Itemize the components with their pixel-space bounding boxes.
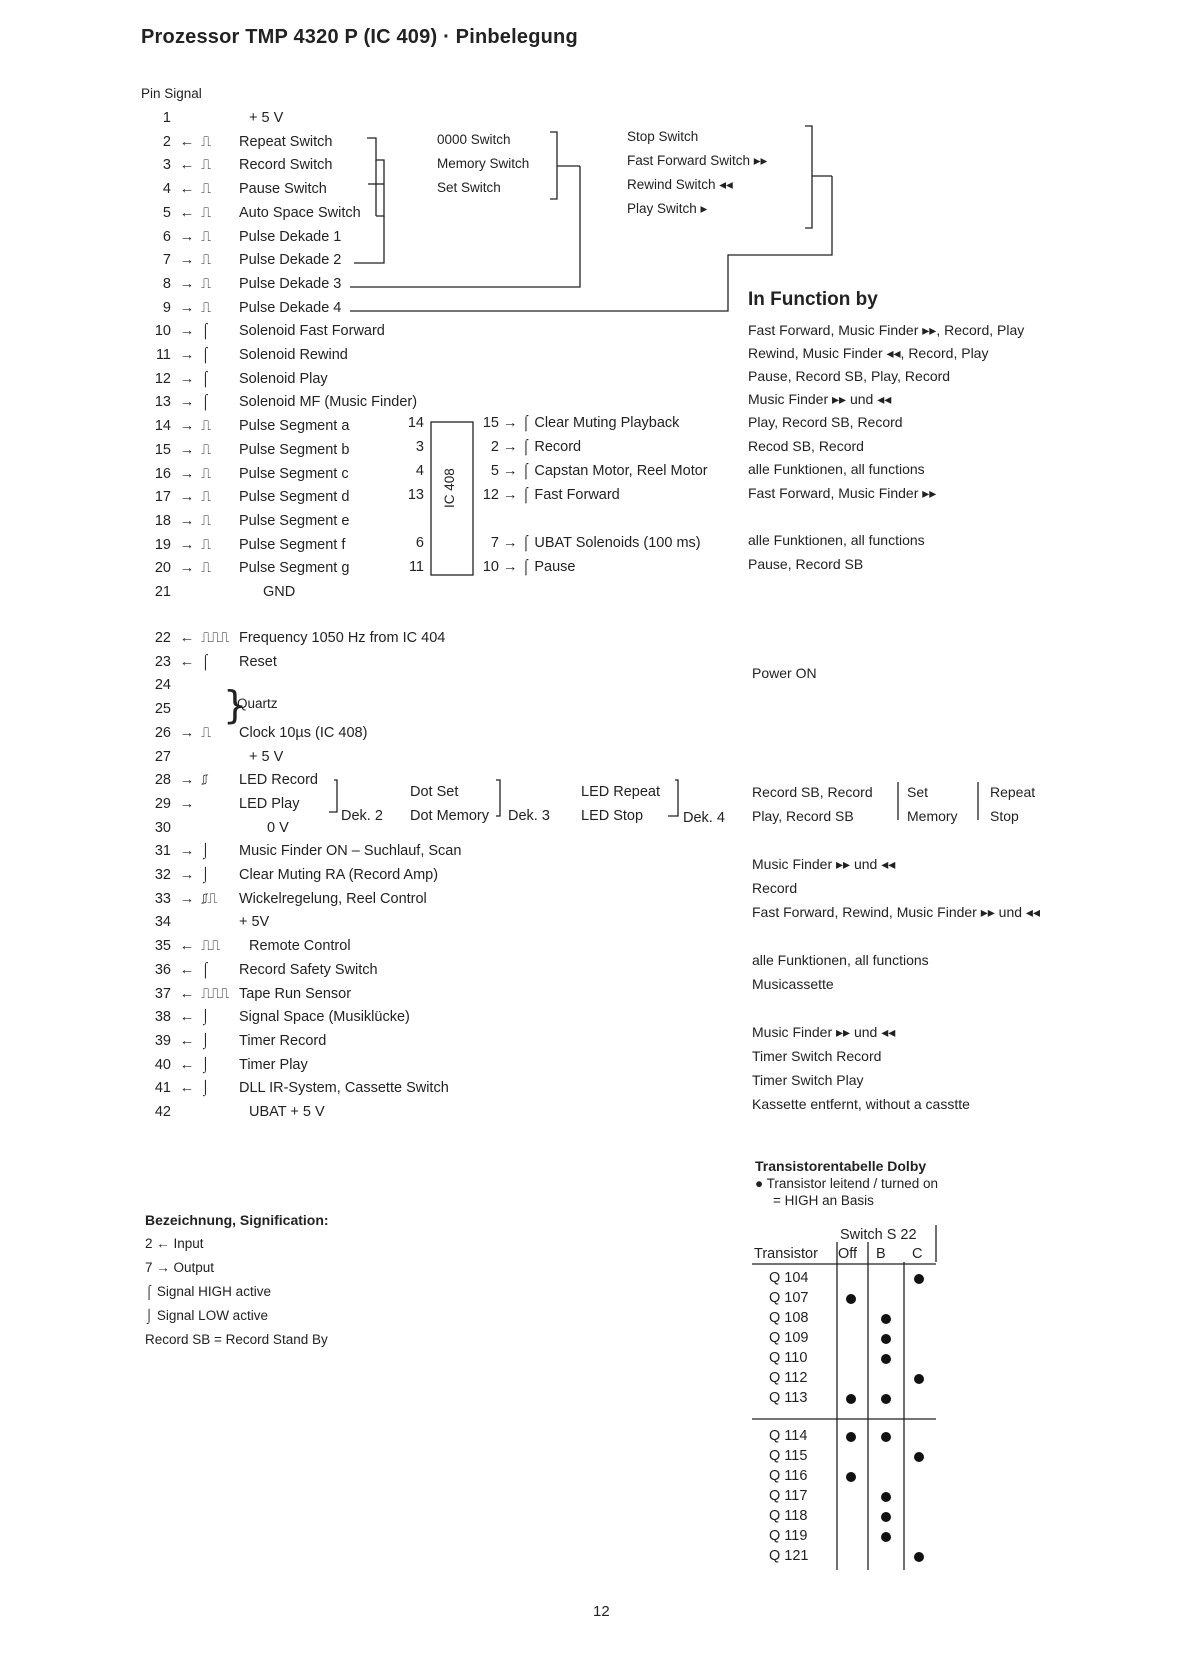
function-stop: Stop <box>990 808 1019 824</box>
pin-direction: ← <box>179 1080 195 1097</box>
function-41: Kassette entfernt, without a casstte <box>752 1096 970 1112</box>
pin-waveform: ⌡ <box>201 1032 209 1049</box>
pin-direction: → <box>179 795 195 812</box>
led-repeat: LED Repeat <box>581 784 660 800</box>
ic408-label: IC 408 <box>442 468 457 508</box>
switch-memory: Memory Switch <box>437 156 530 171</box>
transistor-id: Q 104 <box>769 1270 809 1286</box>
pin-signal: Tape Run Sensor <box>239 985 352 1002</box>
transistor-id: Q 108 <box>769 1310 809 1326</box>
pin-waveform: ⎎ <box>201 772 208 789</box>
function-33: Fast Forward, Rewind, Music Finder ▸▸ und ◂◂ <box>752 904 1040 920</box>
function-record-sb: Record SB, Record <box>752 784 873 800</box>
pin-signal: Timer Play <box>239 1056 308 1073</box>
function-item: Fast Forward, Music Finder ▸▸, Record, Play <box>748 322 1025 338</box>
transistor-note: ● Transistor leitend / turned on <box>755 1176 939 1191</box>
pin-direction: → <box>179 323 195 340</box>
ic408-output-signal: UBAT Solenoids (100 ms) <box>534 535 701 551</box>
pin-direction: ← <box>179 1009 195 1026</box>
pin-signal: Solenoid Play <box>239 370 328 387</box>
pin-number: 24 <box>154 677 171 694</box>
pin-direction: ← <box>179 204 195 221</box>
pin-direction: → <box>179 252 195 269</box>
col-transistor: Transistor <box>754 1246 818 1262</box>
pin-number: 22 <box>154 630 171 646</box>
pin-number: 26 <box>154 724 171 741</box>
legend-item: 2 ← Input <box>145 1236 204 1251</box>
pin-number: 39 <box>154 1032 171 1049</box>
pin-number: 8 <box>162 275 171 292</box>
ic408-pin: 13 <box>407 487 424 503</box>
pin-signal: 0 V <box>267 819 289 836</box>
function-39: Timer Switch Record <box>752 1048 882 1064</box>
pin-signal: Pulse Dekade 2 <box>239 252 342 269</box>
pin-number: 42 <box>154 1104 171 1120</box>
pin-number: 33 <box>154 890 171 907</box>
transistor-id: Q 113 <box>769 1390 808 1406</box>
in-function-title: In Function by <box>748 289 878 310</box>
pin-waveform: ⎍ <box>201 133 211 150</box>
function-item: Pause, Record SB, Play, Record <box>748 368 951 384</box>
quartz-label: Quartz <box>237 696 278 711</box>
pin-number: 23 <box>154 653 171 670</box>
pin-number: 1 <box>162 110 171 126</box>
pin-direction: → <box>179 299 195 316</box>
pin-signal: LED Play <box>239 795 300 812</box>
ic408-output-pin: 5 <box>490 463 499 479</box>
pin-signal: Wickelregelung, Reel Control <box>239 890 427 907</box>
pin-signal: Pulse Dekade 1 <box>239 228 342 245</box>
pin-direction: → <box>179 724 195 741</box>
col-off: Off <box>838 1246 858 1262</box>
pin-number: 2 <box>162 133 171 150</box>
pin-signal: Pulse Segment d <box>239 489 350 506</box>
led-dek3: Dek. 3 <box>508 808 550 824</box>
pin-signal: Pulse Dekade 3 <box>239 275 342 292</box>
pin-waveform: ⎍ <box>201 560 211 577</box>
ic408-pin: 4 <box>415 463 424 479</box>
pin-number: 12 <box>154 370 171 387</box>
pin-signal: LED Record <box>239 772 318 789</box>
ic408-pin: 11 <box>408 559 424 575</box>
function-memory: Memory <box>907 808 958 824</box>
pin-number: 32 <box>154 867 171 883</box>
pin-signal: Solenoid Rewind <box>239 347 348 363</box>
pin-waveform: ⎍⎍⎍ <box>201 630 229 646</box>
pin-direction: → <box>179 772 195 789</box>
function-35: alle Funktionen, all functions <box>752 952 929 968</box>
pin-number: 11 <box>155 347 171 363</box>
pin-waveform: ⎍ <box>201 299 211 316</box>
function-item: Rewind, Music Finder ◂◂, Record, Play <box>748 345 989 361</box>
transistor-id: Q 121 <box>769 1548 809 1564</box>
pin-direction: → <box>179 228 195 245</box>
pin-waveform: ⌠ <box>201 323 209 340</box>
function-item: alle Funktionen, all functions <box>748 461 925 477</box>
legend-item: 7 → Output <box>145 1260 215 1275</box>
pin-signal: Signal Space (Musiklücke) <box>239 1009 410 1026</box>
pin-direction: → <box>179 418 195 435</box>
pin-direction: ← <box>179 1056 195 1073</box>
pin-direction: → <box>179 275 195 292</box>
pin-signal: Pulse Segment b <box>239 441 350 458</box>
pin-signal: Frequency 1050 Hz from IC 404 <box>239 630 446 646</box>
pin-waveform: ⎍ <box>201 204 211 221</box>
pin-direction: → <box>179 867 195 883</box>
pin-waveform: ⌡ <box>201 843 209 860</box>
pin-waveform: ⌡ <box>201 867 209 883</box>
legend-item: ⌡ Signal LOW active <box>145 1308 268 1323</box>
pin-number: 5 <box>162 204 171 221</box>
legend-item: ⌠ Signal HIGH active <box>145 1284 271 1299</box>
pin-waveform: ⎍ <box>201 724 211 741</box>
function-item: Play, Record SB, Record <box>748 414 903 430</box>
ic408-output-pin: 10 <box>482 559 499 575</box>
pin-waveform: ⌡ <box>201 1056 209 1073</box>
pin-number: 29 <box>154 795 171 812</box>
pin-direction: → <box>179 890 195 907</box>
ic408-output-signal: Pause <box>534 559 576 575</box>
pin-direction: → <box>179 512 195 529</box>
switch-rewind: Rewind Switch ◂◂ <box>627 177 733 192</box>
pin-signal: Pulse Segment e <box>239 512 350 529</box>
pin-signal: Clock 10µs (IC 408) <box>239 724 368 741</box>
legend-item: Record SB = Record Stand By <box>145 1332 328 1347</box>
pin-direction: → <box>179 560 195 577</box>
pin-waveform: ⎍⎍⎍ <box>201 985 229 1002</box>
pin-waveform: ⎍⎍ <box>201 938 220 955</box>
pin-number: 16 <box>154 465 171 482</box>
pin-number: 27 <box>154 748 171 765</box>
pin-signal: Repeat Switch <box>239 133 333 150</box>
pin-direction: ← <box>179 157 195 174</box>
pin-signal: GND <box>263 584 296 600</box>
ic408-output-pin: 12 <box>482 487 499 503</box>
function-item: alle Funktionen, all functions <box>748 532 925 548</box>
arrow-high-icon: → ⌠ <box>499 535 535 551</box>
ic408-output-signal: Fast Forward <box>534 487 620 503</box>
pin-waveform: ⎍ <box>201 181 211 198</box>
pin-waveform: ⌠ <box>201 961 209 978</box>
ic408-output-signal: Capstan Motor, Reel Motor <box>534 463 708 479</box>
pin-direction: ← <box>179 985 195 1002</box>
transistor-id: Q 118 <box>769 1508 808 1524</box>
pin-waveform: ⎍ <box>201 228 211 245</box>
transistor-id: Q 114 <box>769 1428 808 1444</box>
pin-signal: Clear Muting RA (Record Amp) <box>239 867 439 883</box>
pin-direction: → <box>179 441 195 458</box>
pin-waveform: ⌠ <box>201 653 209 670</box>
pin-signal: Solenoid Fast Forward <box>239 323 385 340</box>
pin-waveform: ⎍ <box>201 157 211 174</box>
led-dot-set: Dot Set <box>410 784 459 800</box>
arrow-high-icon: → ⌠ <box>499 463 535 479</box>
pin-direction: ← <box>179 181 195 198</box>
pin-signal: Reset <box>239 653 277 670</box>
pin-number: 41 <box>154 1080 171 1097</box>
switch-stop: Stop Switch <box>627 129 699 144</box>
pin-waveform: ⌡ <box>201 1080 209 1097</box>
pin-number: 31 <box>154 843 171 860</box>
ic408-output-signal: Record <box>534 439 582 455</box>
pin-signal: + 5 V <box>249 110 284 126</box>
pin-direction: ← <box>179 133 195 150</box>
function-repeat: Repeat <box>990 784 1036 800</box>
pin-number: 30 <box>154 819 171 836</box>
pin-direction: → <box>179 489 195 506</box>
pin-waveform: ⎍ <box>201 441 211 458</box>
transistor-id: Q 116 <box>769 1468 808 1484</box>
pin-number: 13 <box>154 394 171 411</box>
arrow-high-icon: → ⌠ <box>499 439 535 455</box>
col-b: B <box>876 1246 886 1262</box>
led-dek4: Dek. 4 <box>683 810 725 826</box>
page-number: 12 <box>593 1603 610 1620</box>
transistor-id: Q 119 <box>769 1528 808 1544</box>
pin-waveform: ⌡ <box>201 1009 209 1026</box>
pin-number: 20 <box>154 560 171 577</box>
pin-signal: Pause Switch <box>239 181 327 198</box>
pin-direction: ← <box>179 630 195 646</box>
pin-signal: Pulse Segment f <box>239 536 346 553</box>
ic408-output-pin: 2 <box>490 439 499 455</box>
pin-signal: Solenoid MF (Music Finder) <box>239 394 418 411</box>
pin-signal: + 5V <box>239 914 270 931</box>
transistor-id: Q 112 <box>769 1370 808 1386</box>
pin-number: 34 <box>154 914 171 931</box>
pin-signal: Pulse Segment g <box>239 560 350 577</box>
pin-signal: DLL IR-System, Cassette Switch <box>239 1080 449 1097</box>
led-stop: LED Stop <box>581 808 644 824</box>
pin-direction: ← <box>179 961 195 978</box>
pin-direction: ← <box>179 653 195 670</box>
page-title: Prozessor TMP 4320 P (IC 409) · Pinbelegung <box>141 26 578 48</box>
legend-title: Bezeichnung, Signification: <box>145 1212 329 1228</box>
pin-waveform: ⎍ <box>201 252 211 269</box>
pin-direction: → <box>179 536 195 553</box>
pin-number: 10 <box>154 323 171 340</box>
switch-0000: 0000 Switch <box>437 132 511 147</box>
function-32: Record <box>752 880 798 896</box>
pin-direction: → <box>179 370 195 387</box>
pin-number: 15 <box>154 441 171 458</box>
pin-number: 21 <box>154 584 171 600</box>
ic408-output-pin: 7 <box>490 535 499 551</box>
ic408-pin: 14 <box>407 415 424 431</box>
ic408-output-signal: Clear Muting Playback <box>534 415 680 431</box>
pin-number: 4 <box>162 181 171 198</box>
pin-waveform: ⌠ <box>201 394 209 411</box>
function-item: Fast Forward, Music Finder ▸▸ <box>748 485 937 501</box>
pin-number: 38 <box>154 1009 171 1026</box>
function-item: Music Finder ▸▸ und ◂◂ <box>748 391 892 407</box>
function-item: Pause, Record SB <box>748 556 864 572</box>
pin-number: 36 <box>154 961 171 978</box>
pin-signal: UBAT + 5 V <box>249 1104 325 1120</box>
pin-direction: → <box>179 465 195 482</box>
function-item: Recod SB, Record <box>748 438 864 454</box>
transistor-note-high: = HIGH an Basis <box>773 1193 874 1208</box>
pin-signal: Music Finder ON – Suchlauf, Scan <box>239 843 462 860</box>
arrow-high-icon: → ⌠ <box>499 415 535 431</box>
pin-direction: ← <box>179 1032 195 1049</box>
led-dot-memory: Dot Memory <box>410 808 489 824</box>
function-36: Musicassette <box>752 976 834 992</box>
pin-direction: → <box>179 843 195 860</box>
pin-number: 7 <box>162 252 171 269</box>
pin-number: 37 <box>154 985 171 1002</box>
pin-signal: Auto Space Switch <box>239 204 361 221</box>
function-31: Music Finder ▸▸ und ◂◂ <box>752 856 896 872</box>
pin-number: 18 <box>154 512 171 529</box>
ic408-output-pin: 15 <box>482 415 499 431</box>
pin-number: 6 <box>162 228 171 245</box>
transistor-id: Q 109 <box>769 1330 809 1346</box>
pin-waveform: ⎍ <box>201 275 211 292</box>
col-c: C <box>912 1246 923 1262</box>
pin-waveform: ⎍ <box>201 489 211 506</box>
pin-direction: ← <box>179 938 195 955</box>
column-header: Pin Signal <box>141 86 202 101</box>
pin-number: 28 <box>154 772 171 789</box>
pin-signal: Record Switch <box>239 157 333 174</box>
pin-number: 17 <box>154 489 171 506</box>
pin-direction: → <box>179 394 195 411</box>
function-play-record: Play, Record SB <box>752 808 854 824</box>
pin-signal: Pulse Segment a <box>239 418 350 435</box>
switch-play: Play Switch ▸ <box>627 201 708 216</box>
pin-signal: Remote Control <box>249 938 351 955</box>
transistor-id: Q 115 <box>769 1448 808 1464</box>
pin-number: 14 <box>154 418 171 435</box>
pin-number: 9 <box>162 299 171 316</box>
pin-number: 25 <box>154 701 171 718</box>
pin-waveform: ⌠ <box>201 347 209 363</box>
pin-number: 19 <box>154 536 171 553</box>
pin-waveform: ⌠ <box>201 370 209 387</box>
switch-header: Switch S 22 <box>840 1227 917 1243</box>
arrow-high-icon: → ⌠ <box>499 559 535 575</box>
switch-set: Set Switch <box>437 180 501 195</box>
quartz-brace: } <box>223 683 248 727</box>
transistor-table-title: Transistorentabelle Dolby <box>755 1158 927 1174</box>
pin-waveform: ⎍ <box>201 536 211 553</box>
pin-number: 40 <box>154 1056 171 1073</box>
ic408-pin: 3 <box>415 439 424 455</box>
arrow-high-icon: → ⌠ <box>499 487 535 503</box>
function-40: Timer Switch Play <box>752 1072 864 1088</box>
transistor-id: Q 110 <box>769 1350 808 1366</box>
pin-signal: Pulse Segment c <box>239 465 349 482</box>
pin-waveform: ⎎⎍ <box>201 890 217 907</box>
pin-signal: Timer Record <box>239 1032 327 1049</box>
pin-direction: → <box>179 347 195 363</box>
pin-signal: Pulse Dekade 4 <box>239 299 342 316</box>
function-set: Set <box>907 784 929 800</box>
led-dek2: Dek. 2 <box>341 808 383 824</box>
function-38: Music Finder ▸▸ und ◂◂ <box>752 1024 896 1040</box>
pin-signal: + 5 V <box>249 748 284 765</box>
pin-waveform: ⎍ <box>201 465 211 482</box>
switch-fast-forward: Fast Forward Switch ▸▸ <box>627 153 768 168</box>
pin-number: 35 <box>154 938 171 955</box>
pin-waveform: ⎍ <box>201 512 211 529</box>
transistor-id: Q 107 <box>769 1290 809 1306</box>
pin-waveform: ⎍ <box>201 418 211 435</box>
pin-number: 3 <box>162 157 171 174</box>
transistor-id: Q 117 <box>769 1488 808 1504</box>
pin-signal: Record Safety Switch <box>239 961 378 978</box>
ic408-pin: 6 <box>415 535 424 551</box>
function-power-on: Power ON <box>752 665 817 681</box>
